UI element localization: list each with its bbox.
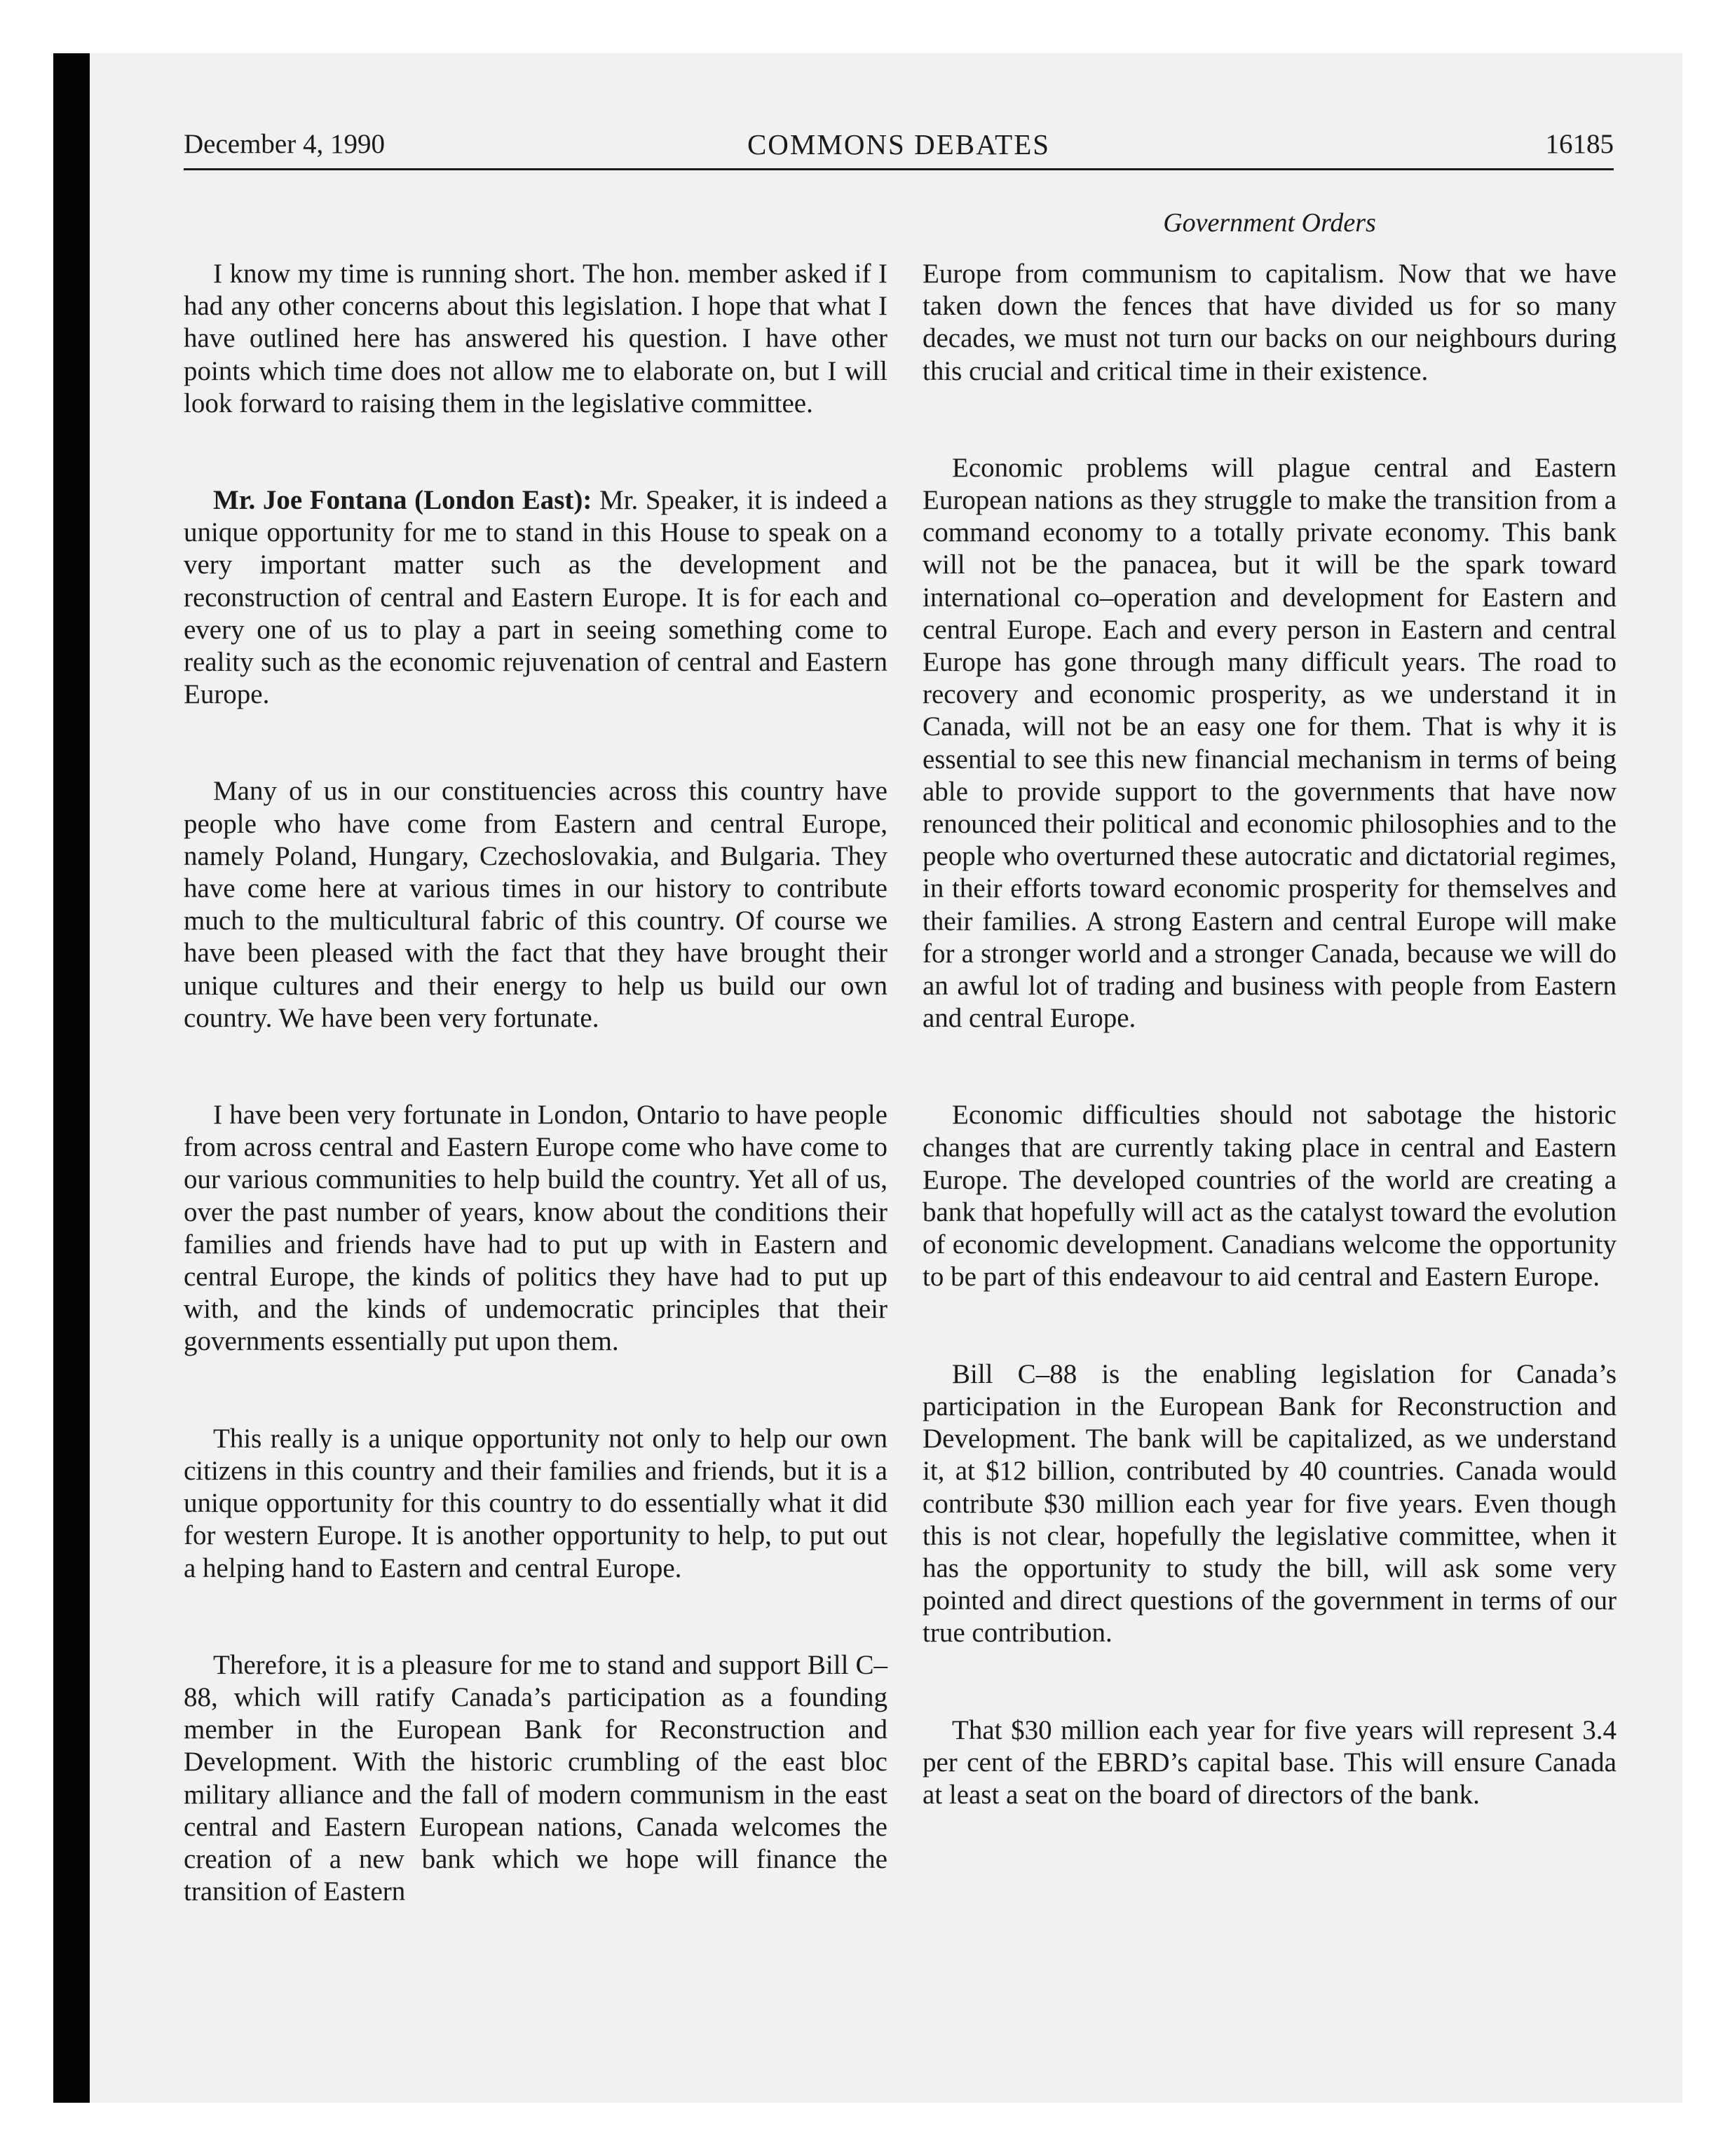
left-column bbox=[184, 258, 887, 1908]
page-header bbox=[184, 126, 1614, 168]
paragraph bbox=[184, 484, 887, 711]
scan-black-edge bbox=[53, 53, 90, 2103]
paragraph: Therefore, it is a pleasure for me to stand and support Bill C–88, which will ratify Canada’s participation as a founding member in the European Bank for Reconstruction and Development. With the historic crumbling of the east bloc military alliance and the fall of modern communism in the east central and Eastern European nations, Canada welcomes the creation of a new bank which we hope will finance the transition of Eastern bbox=[184, 1649, 887, 1907]
paragraph: Bill C–88 is the enabling legislation for Canada’s participation in the European Bank for Reconstruction and Development. The bank will be capitalized, as we understand it, at $12 billion, contributed by 40 countries. Canada would contribute $30 million each year for five years. Even though this is not clear, hopefully the legislative committee, when it has the opportunity to study the bill, will ask some very pointed and direct questions of the government in terms of our true contribution. bbox=[923, 1358, 1617, 1649]
right-column bbox=[923, 258, 1617, 1811]
speech-text: Mr. Speaker, it is indeed a unique opportunity for me to stand in this House to speak on a very important matter such as the development and reconstruction of central and Eastern Europe. It is for each and every one of us to play a part in seeing something come to reality such as the economic rejuvenation of central and Eastern Europe. bbox=[184, 485, 887, 710]
paragraph: I have been very fortunate in London, Ontario to have people from across central and Eastern Europe come who have come to our various communities to help build the country. Yet all of us, over the past number of years, know about the conditions their families and friends have had to put up with in Eastern and central Europe, the kinds of politics they have had to put up with, and the kinds of undemocratic principles that their governments essentially put upon them. bbox=[184, 1100, 887, 1357]
paragraph: I know my time is running short. The hon. member asked if I had any other concerns about this legislation. I hope that what I have outlined here has answered his question. I have other points which time does not allow me to elaborate on, but I will look forward to raising them in the legislative committee. bbox=[184, 259, 887, 418]
paragraph: Economic problems will plague central and Eastern European nations as they struggle to make the transition from a command economy to a totally private economy. This bank will not be the panacea, but it will be the spark toward international co–operation and development for Eastern and central Europe. Each and every person in Eastern and central Europe has gone through many difficult years. The road to recovery and economic prosperity, as we understand it in Canada, will not be an easy one for them. That is why it is essential to see this new financial mechanism in terms of being able to provide support to the governments that have now renounced their political and economic philosophies and to the people who overturned these autocratic and dictatorial regimes, in their efforts toward economic prosperity for themselves and their families. A strong Eastern and central Europe will make for a stronger world and a stronger Canada, because we will do an awful lot of trading and business with people from Eastern and central Europe. bbox=[923, 452, 1617, 1034]
paragraph: This really is a unique opportunity not only to help our own citizens in this country and their families and friends, but it is a unique opportunity for this country to do essentially what it did for western Europe. It is another opportunity to help, to put out a helping hand to Eastern and central Europe. bbox=[184, 1423, 887, 1583]
header-rule bbox=[184, 168, 1614, 170]
page-number: 16185 bbox=[1545, 129, 1614, 159]
publication-title: COMMONS DEBATES bbox=[747, 128, 1051, 161]
header-date: December 4, 1990 bbox=[184, 129, 385, 159]
paragraph: That $30 million each year for five years will represent 3.4 per cent of the EBRD’s capital base. This will ensure Canada at least a seat on the board of directors of the bank. bbox=[923, 1714, 1617, 1810]
section-heading: Government Orders bbox=[1163, 208, 1376, 238]
paragraph: Economic difficulties should not sabotage the historic changes that are currently taking place in central and Eastern Europe. The developed countries of the world are creating a bank that hopefully will act as the catalyst toward the evolution of economic development. Canadians welcome the opportunity to be part of this endeavour to aid central and Eastern Europe. bbox=[923, 1100, 1617, 1292]
paragraph: Many of us in our constituencies across this country have people who have come from Eastern and central Europe, namely Poland, Hungary, Czechoslovakia, and Bulgaria. They have come here at various times in our history to contribute much to the multicultural fabric of this country. Of course we have been pleased with the fact that they have brought their unique cultures and their energy to help us build our own country. We have been very fortunate. bbox=[184, 776, 887, 1033]
speaker-name: Mr. Joe Fontana (London East): bbox=[213, 485, 592, 516]
paragraph-continuation: Europe from communism to capitalism. Now that we have taken down the fences that have divided us for so many decades, we must not turn our backs on our neighbours during this crucial and critical time in their existence. bbox=[923, 259, 1617, 386]
